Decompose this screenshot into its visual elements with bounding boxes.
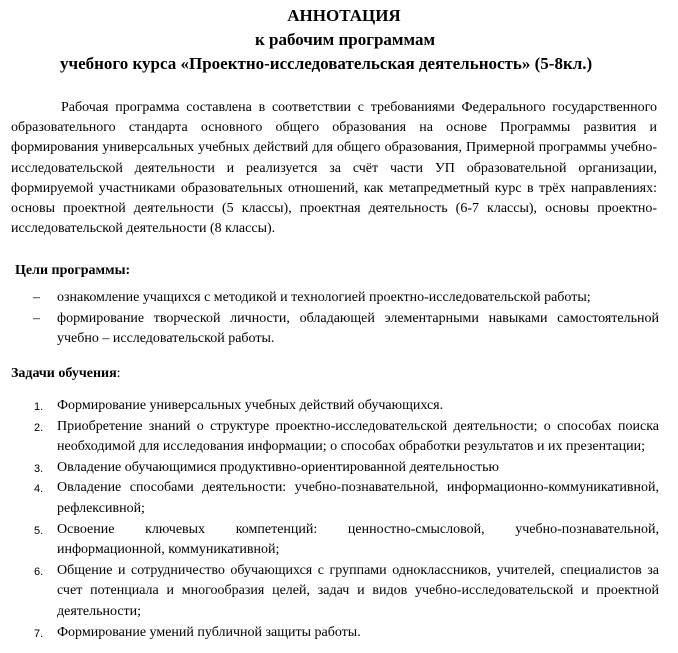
- task-text: Формирование умений публичной защиты работы.: [57, 624, 361, 640]
- task-item: [11, 478, 659, 519]
- dash-bullet: –: [33, 290, 40, 305]
- task-text: Приобретение знаний о структуре проектно-исследовательской деятельности; о способах поиска необходимой для исследования информации; о способах обработки результатов и их презентации;: [57, 418, 659, 455]
- task-number: 5.: [34, 524, 44, 537]
- task-item: [11, 417, 659, 458]
- tasks-heading: [11, 364, 121, 384]
- goal-text: формирование творческой личности, обладающей элементарными навыками самостоятельной учебно – исследовательской работы.: [57, 310, 659, 346]
- goals-list: [11, 288, 659, 350]
- task-text: Освоение ключевых компетенций: ценностно-смысловой, учебно-познавательной, информационной, коммуникативной;: [57, 521, 659, 558]
- dash-bullet: –: [33, 310, 40, 326]
- goals-heading: [15, 261, 130, 281]
- goal-item: [11, 288, 659, 309]
- task-number: 4.: [34, 483, 44, 496]
- task-item: [11, 623, 659, 644]
- title-line-2: к рабочим программам: [254, 30, 436, 49]
- tasks-heading-colon: :: [116, 366, 121, 381]
- task-number: 1.: [34, 401, 44, 413]
- task-number: 6.: [34, 565, 44, 578]
- tasks-list: [11, 396, 659, 643]
- task-number: 7.: [34, 627, 44, 640]
- title-line-3: учебного курса «Проектно-исследовательская деятельность» (5-8кл.): [60, 54, 593, 73]
- task-text: Овладение обучающимися продуктивно-ориентированной деятельностью: [57, 459, 499, 475]
- task-item: [11, 561, 659, 623]
- task-number: 2.: [34, 421, 44, 434]
- title-line-1: АННОТАЦИЯ: [287, 6, 401, 25]
- task-number: 3.: [34, 462, 44, 475]
- goal-item: [11, 309, 659, 350]
- goal-text: ознакомление учащихся с методикой и технологией проектно-исследовательской работы;: [57, 290, 591, 305]
- task-text: Формирование универсальных учебных действий обучающихся.: [57, 398, 444, 413]
- task-text: Овладение способами деятельности: учебно-познавательной, информационно-коммуникативной, рефлексивной;: [57, 480, 659, 516]
- intro-paragraph: Рабочая программа составлена в соответствии с требованиями Федерального государственного образовательного стандарта основного общего образования на основе Программы развития и формирования универсальных учебных действий для общего образования, Примерной программы учебно-исследовательской деятельности и реализуется за счёт части УП образовательной организации, формируемой участниками образовательных отношений, как метапредметный курс в трёх направлениях: основы проектной деятельности (5 классы), проектная деятельность (6-7 классы), основы проектно-исследовательской деятельности (8 классы).: [11, 100, 657, 237]
- task-item: [11, 396, 659, 417]
- task-item: [11, 458, 659, 479]
- task-text: Общение и сотрудничество обучающихся с группами одноклассников, учителей, специалистов за счет потенциала и многообразия целей, задач и видов учебно-исследовательской и проектной деятельности;: [57, 562, 659, 619]
- goals-heading-text: Цели программы:: [15, 263, 131, 278]
- document-title: [0, 4, 678, 76]
- tasks-heading-text: Задачи обучения: [11, 366, 117, 381]
- task-item: [11, 520, 659, 561]
